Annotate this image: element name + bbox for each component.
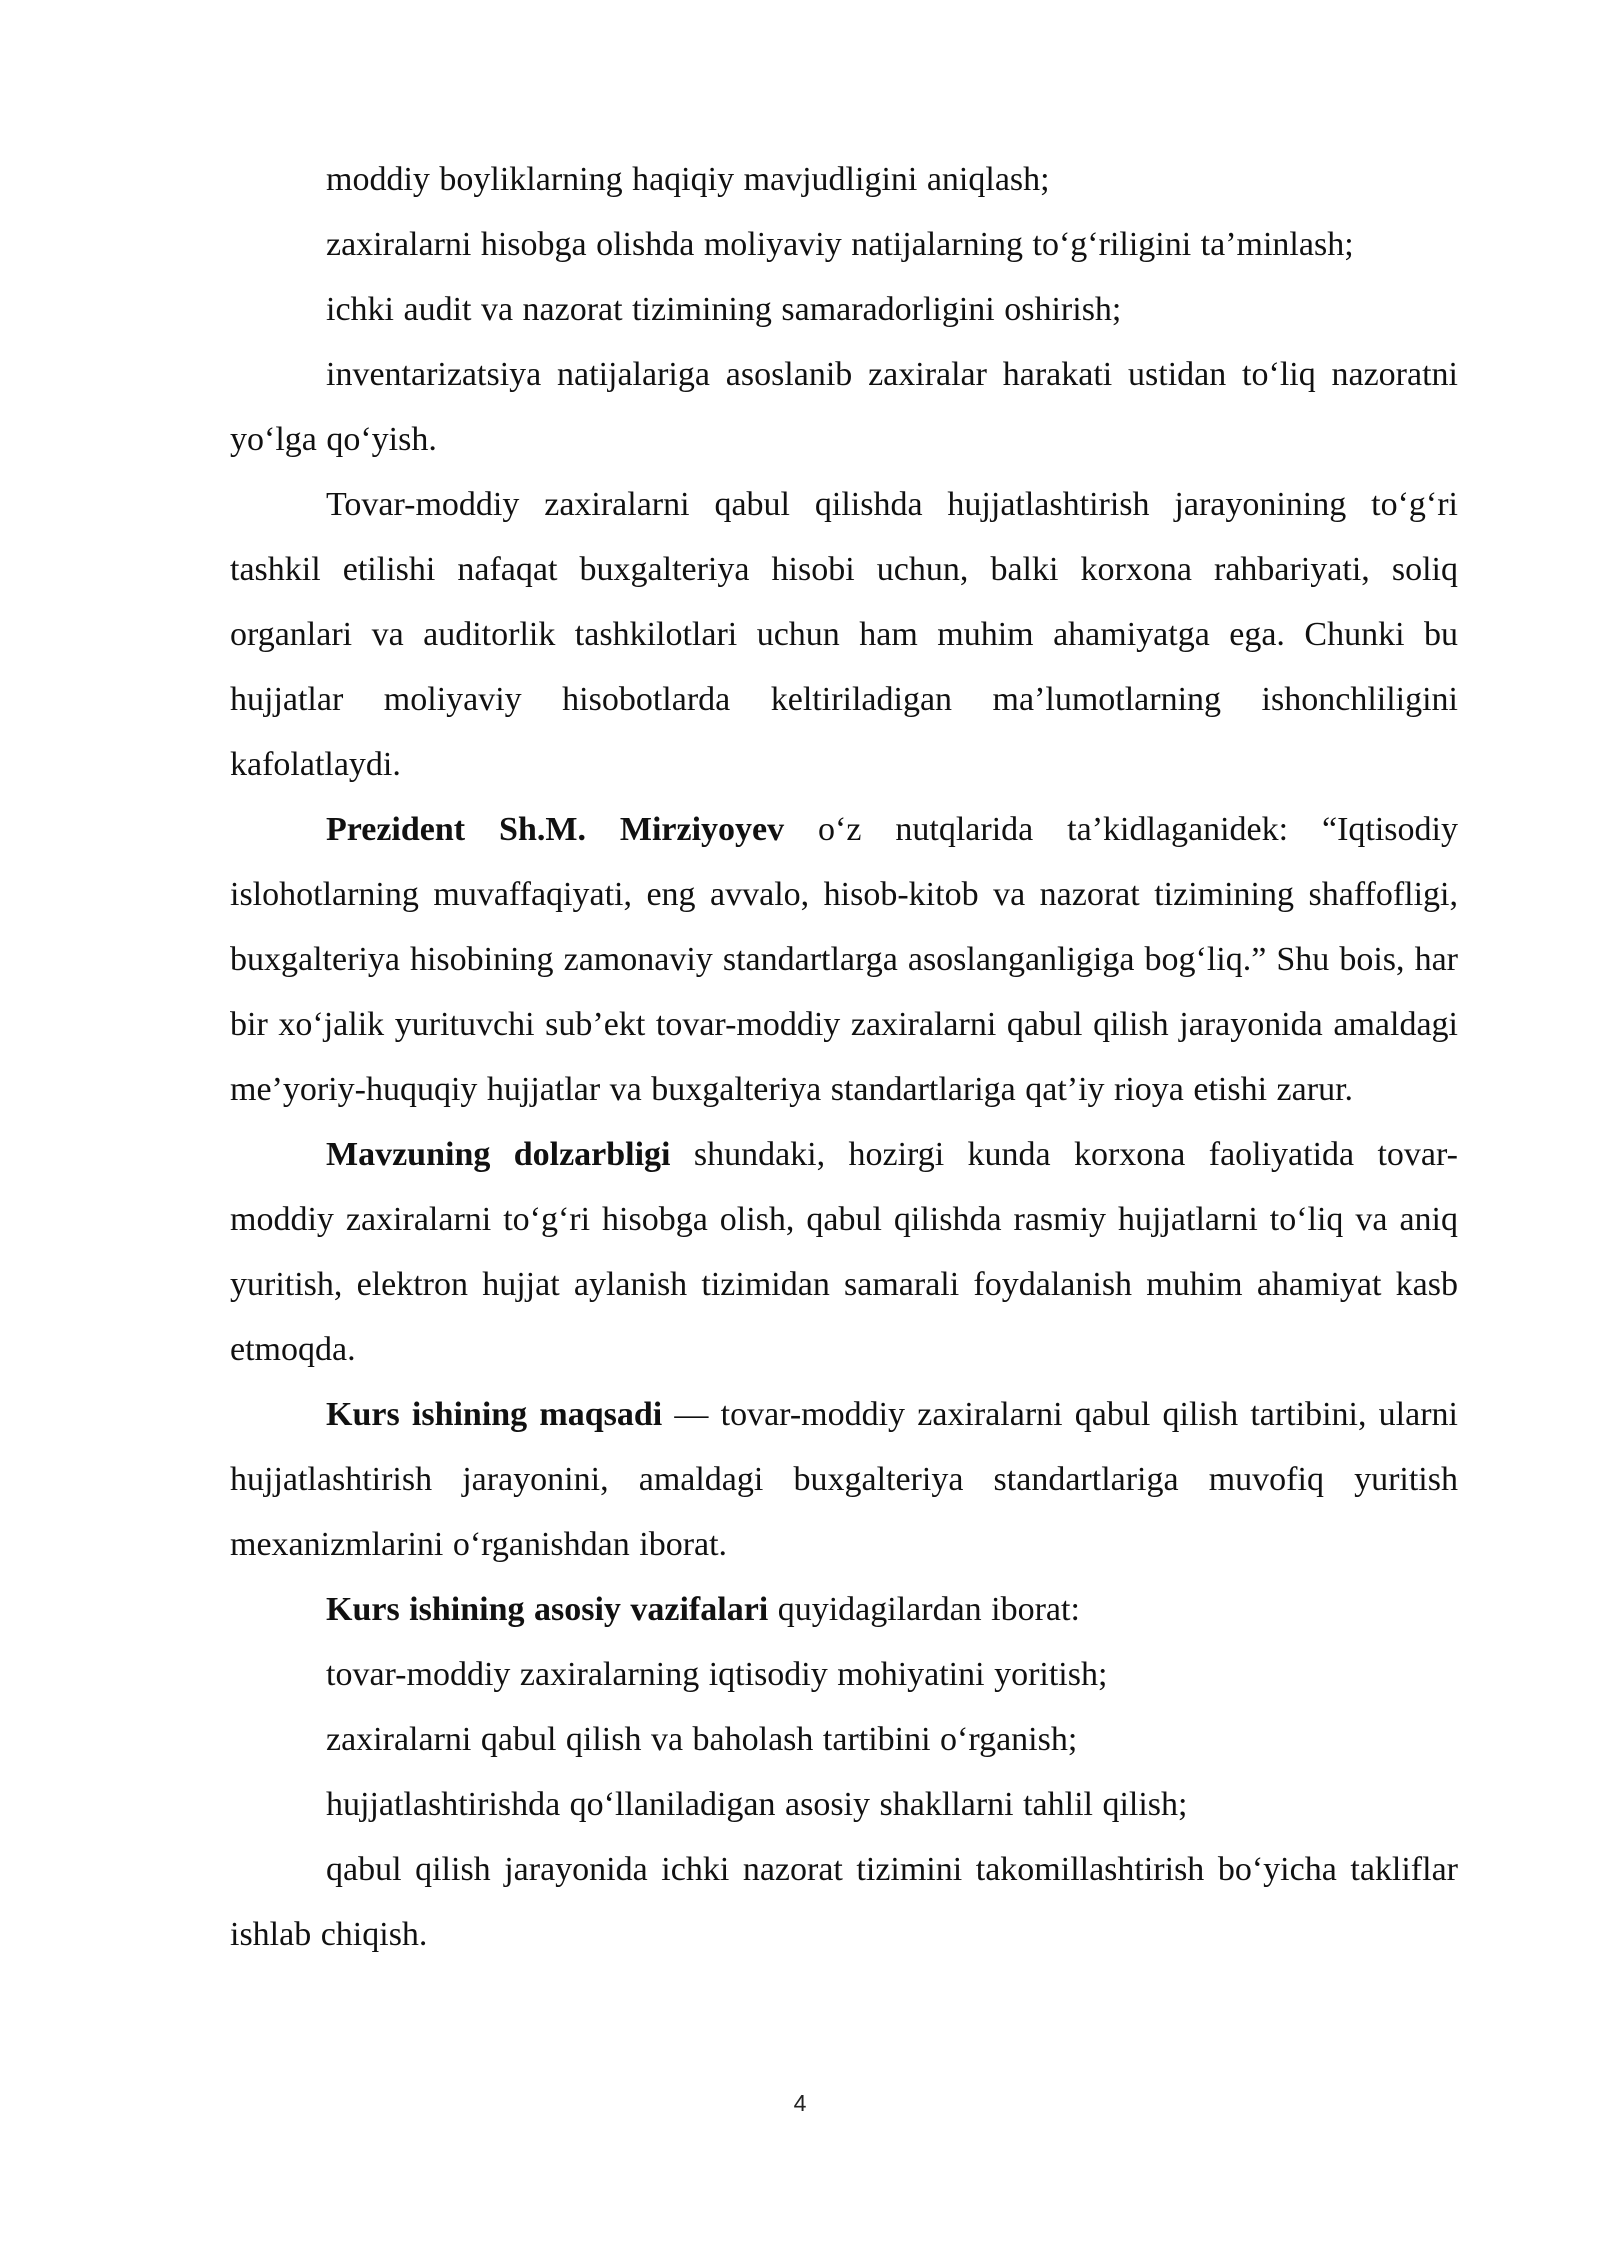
- paragraph: [230, 472, 1458, 797]
- paragraph-text: inventarizatsiya natijalariga asoslanib zaxiralar harakati ustidan to‘liq nazoratni yo‘lga qo‘yish.: [230, 356, 1458, 458]
- paragraph-list-item: [230, 1772, 1458, 1837]
- paragraph-text: hujjatlashtirishda qo‘llaniladigan asosiy shakllarni tahlil qilish;: [326, 1786, 1188, 1823]
- page-body: [230, 147, 1458, 1967]
- paragraph-text: qabul qilish jarayonida ichki nazorat tizimini takomillashtirish bo‘yicha takliflar ishlab chiqish.: [230, 1851, 1458, 1953]
- paragraph-text: Tovar-moddiy zaxiralarni qabul qilishda hujjatlashtirish jarayonining to‘g‘ri tashkil etilishi nafaqat buxgalteriya hisobi uchun, balki korxona rahbariyati, soliq organlari va auditorlik tashkilotlari uchun ham muhim ahamiyatga ega. Chunki bu hujjatlar moliyaviy hisobotlarda keltiriladigan ma’lumotlarning ishonchliligini kafolatlaydi.: [230, 486, 1458, 783]
- paragraph-list-item: [230, 1837, 1458, 1967]
- paragraph-text: zaxiralarni qabul qilish va baholash tartibini o‘rganish;: [326, 1721, 1078, 1758]
- paragraph-bold-lead: Kurs ishining asosiy vazifalari: [326, 1591, 769, 1628]
- paragraph-text: tovar-moddiy zaxiralarning iqtisodiy mohiyatini yoritish;: [326, 1656, 1108, 1693]
- paragraph-bold-lead: Mavzuning dolzarbligi: [326, 1136, 671, 1173]
- paragraph-list-item: [230, 147, 1458, 212]
- paragraph-text: ichki audit va nazorat tizimining samaradorligini oshirish;: [326, 291, 1122, 328]
- paragraph-list-item: [230, 212, 1458, 277]
- paragraph-list-item: [230, 1707, 1458, 1772]
- paragraph-text: moddiy boyliklarning haqiqiy mavjudligini aniqlash;: [326, 161, 1050, 198]
- paragraph-text: shundaki, hozirgi kunda korxona faoliyatida tovar-moddiy zaxiralarni to‘g‘ri hisobga olish, qabul qilishda rasmiy hujjatlarni to‘liq va aniq yuritish, elektron hujjat aylanish tizimidan samarali foydalanish muhim ahamiyat kasb etmoqda.: [230, 1136, 1458, 1368]
- paragraph-text: quyidagilardan iborat:: [768, 1591, 1080, 1628]
- paragraph-text: — tovar-moddiy zaxiralarni qabul qilish tartibini, ularni hujjatlashtirish jarayonini, amaldagi buxgalteriya standartlariga muvofiq yuritish mexanizmlarini o‘rganishdan iborat.: [230, 1396, 1458, 1563]
- paragraph-bold-lead: Prezident Sh.M. Mirziyoyev: [326, 811, 785, 848]
- paragraph-relevance: [230, 1122, 1458, 1382]
- paragraph-list-item: [230, 1642, 1458, 1707]
- paragraph-list-item: [230, 277, 1458, 342]
- paragraph-list-item: [230, 342, 1458, 472]
- page-number: 4: [793, 2090, 807, 2116]
- paragraph-text: o‘z nutqlarida ta’kidlaganidek: “Iqtisodiy islohotlarning muvaffaqiyati, eng avvalo, hisob-kitob va nazorat tizimining shaffofligi, buxgalteriya hisobining zamonaviy standartlarga asoslanganligiga bog‘liq.” Shu bois, har bir xo‘jalik yurituvchi sub’ekt tovar-moddiy zaxiralarni qabul qilish jarayonida amaldagi me’yoriy-huquqiy hujjatlar va buxgalteriya standartlariga qat’iy rioya etishi zarur.: [230, 811, 1458, 1108]
- paragraph-goal: [230, 1382, 1458, 1577]
- paragraph-text: zaxiralarni hisobga olishda moliyaviy natijalarning to‘g‘riligini ta’minlash;: [326, 226, 1354, 263]
- paragraph-tasks-intro: [230, 1577, 1458, 1642]
- paragraph-president-quote: [230, 797, 1458, 1122]
- paragraph-bold-lead: Kurs ishining maqsadi: [326, 1396, 663, 1433]
